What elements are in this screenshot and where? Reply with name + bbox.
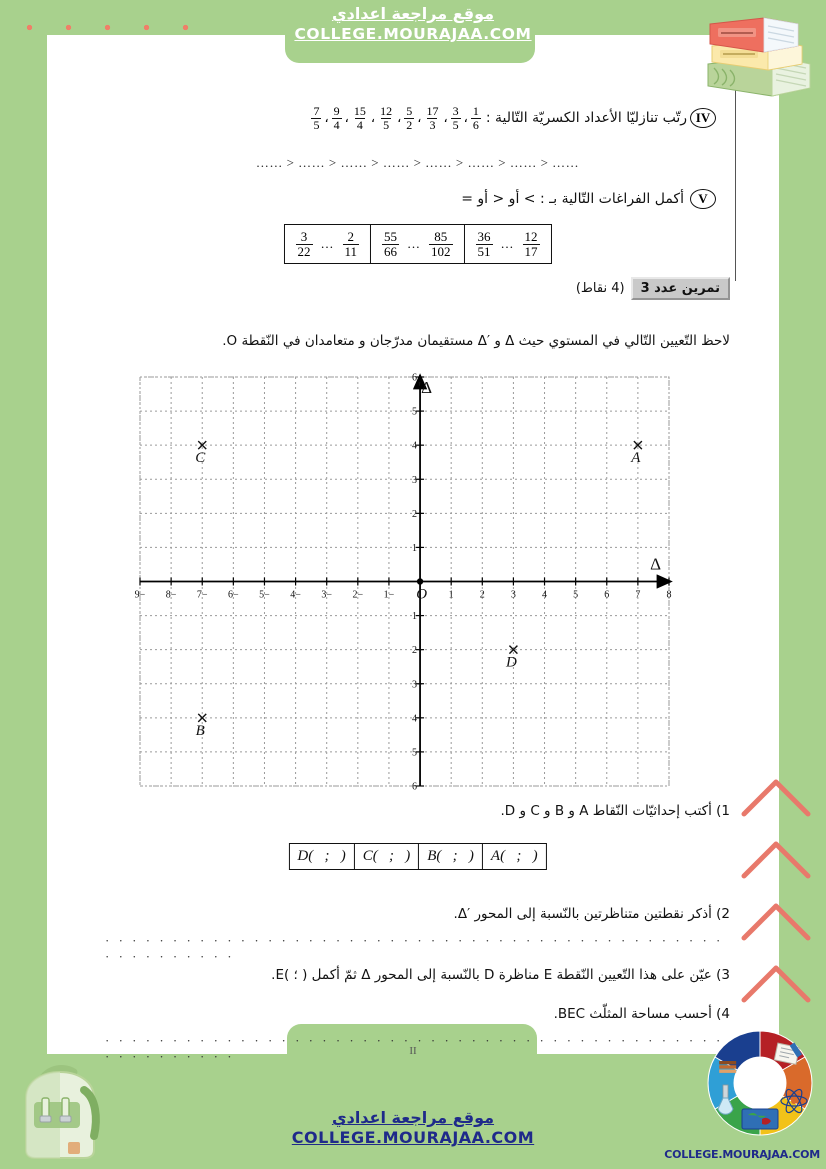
fraction: [295, 230, 312, 258]
x-tick-label: −5: [259, 589, 270, 601]
fraction: [476, 230, 493, 258]
exercise-iv-prompt: رتّب تنازليّا الأعداد الكسريّة التّالية :: [485, 110, 687, 127]
worksheet-content: [105, 81, 730, 1076]
fraction-denominator: 17: [524, 243, 538, 259]
fraction-separator: ،: [370, 110, 376, 126]
fraction: [471, 105, 481, 131]
y-tick-label: 5: [412, 406, 418, 418]
exercise-iv-row: [309, 105, 716, 131]
y-tick-label: −3: [412, 679, 423, 691]
fraction: [342, 230, 359, 258]
fraction-numerator: 2: [347, 229, 354, 244]
fraction: [451, 105, 461, 131]
page-number: II: [409, 1045, 417, 1057]
coordinate-answer-cell[interactable]: D( ; ): [297, 848, 346, 864]
question-1: [105, 803, 730, 819]
fraction-numerator: 12: [380, 104, 393, 118]
x-tick-label: −4: [290, 589, 301, 601]
origin-point: [417, 578, 423, 584]
footer-brand-arabic: موقع مراجعة اعدادي: [331, 1108, 495, 1127]
y-tick-label: 2: [412, 508, 418, 520]
fraction: [404, 105, 414, 131]
y-tick-label: 3: [412, 474, 418, 486]
y-tick-label: −5: [412, 747, 423, 759]
fraction-separator: ،: [463, 110, 468, 126]
fraction-denominator: 51: [477, 243, 491, 259]
fraction: [352, 105, 368, 131]
fraction-numerator: 9: [333, 104, 340, 118]
fraction-numerator: 1: [472, 104, 479, 118]
y-tick-label: −4: [412, 713, 423, 725]
site-logo-wheel: [698, 1025, 822, 1141]
coordinate-plane-figure: [132, 369, 677, 794]
fraction: [382, 230, 399, 258]
x-tick-label: 6: [604, 589, 610, 601]
backpack-illustration: [10, 1058, 118, 1163]
exercise-3-intro: لاحظ التّعيين التّالي في المستوي حيث Δ و ′Δ مستقيمان مدرّجان و متعامدان في النّقطة O.: [222, 333, 730, 349]
comparison-cell[interactable]: [464, 225, 551, 263]
exercise-iv-number: IV: [690, 108, 716, 128]
header-brand-arabic: موقع مراجعة اعدادي: [331, 4, 495, 23]
answer-dotted-line-2[interactable]: · · · · · · · · · · · · · · · · · · · · · · · · · · · · · · · · · · · · · · · · · · · · · · · · · · · · · · · ·: [105, 1033, 724, 1064]
header-brand-url[interactable]: COLLEGE.MOURAJAA.COM: [294, 25, 532, 43]
logo-caption: COLLEGE.MOURAJAA.COM: [664, 1148, 820, 1161]
question-1-number: 1): [716, 803, 730, 819]
point-label: C: [195, 450, 206, 467]
fraction-numerator: 3: [300, 229, 308, 244]
fraction-denominator: 5: [313, 117, 320, 132]
fraction-separator: ،: [397, 110, 402, 126]
x-tick-label: 2: [479, 589, 485, 601]
x-tick-label: 3: [510, 589, 516, 601]
x-tick-label: −1: [383, 589, 395, 601]
fraction-comparison-table[interactable]: [283, 224, 551, 264]
question-3: [105, 967, 730, 983]
books-stack-illustration: [698, 6, 818, 98]
fraction-denominator: 102: [431, 243, 451, 259]
coordinate-answer-cell[interactable]: A( ; ): [482, 844, 546, 869]
fraction-separator: ،: [324, 110, 329, 126]
fraction: [311, 105, 321, 131]
fraction-denominator: 2: [406, 117, 413, 132]
question-4-text: أحسب مساحة المثلّث BEC.: [553, 1006, 712, 1022]
y-tick-label: −2: [412, 645, 423, 657]
question-2: [105, 906, 730, 922]
fraction-denominator: 6: [472, 117, 479, 132]
fraction-denominator: 4: [356, 117, 363, 132]
x-tick-label: 1: [448, 589, 454, 601]
point-label: B: [195, 722, 205, 739]
left-green-border: [0, 0, 48, 1169]
question-2-text: أذكر نقطتين متناظرتين بالنّسبة إلى المحور ′Δ.: [453, 906, 712, 922]
fraction: [424, 105, 440, 131]
fraction-numerator: 36: [477, 229, 491, 244]
x-tick-label: 5: [573, 589, 579, 601]
y-tick-label: 1: [412, 542, 418, 554]
x-tick-label: 8: [666, 589, 672, 601]
fraction-denominator: 11: [344, 243, 358, 259]
fraction-numerator: 17: [426, 104, 439, 118]
coordinate-answer-cell[interactable]: C( ; ): [354, 844, 419, 869]
question-4-number: 4): [716, 1006, 730, 1022]
x-tick-label: −6: [228, 589, 239, 601]
coordinates-answer-table[interactable]: [288, 843, 546, 870]
comparison-cell[interactable]: [370, 225, 464, 263]
coordinate-answer-cell[interactable]: B( ; ): [418, 844, 482, 869]
origin-label: O: [416, 586, 428, 603]
x-tick-label: −9: [134, 589, 146, 601]
exercise-iv-fraction-list: [309, 105, 482, 131]
y-tick-label: 4: [412, 440, 418, 452]
fraction-denominator: 22: [297, 243, 311, 259]
fraction-separator: ،: [344, 110, 349, 126]
question-3-number: 3): [716, 967, 730, 983]
answer-dotted-line-1[interactable]: · · · · · · · · · · · · · · · · · · · · · · · · · · · · · · · · · · · · · · · · · · · · · · · · · · · · · · · ·: [105, 933, 724, 964]
fraction-denominator: 66: [384, 243, 398, 259]
comparison-blank[interactable]: …: [500, 236, 515, 252]
question-3-text: عيّن على هذا التّعيين النّقطة E مناظرة D بالنّسبة إلى المحور Δ ثمّ أكمل ( ؛ )E.: [271, 967, 712, 983]
fraction: [332, 105, 342, 131]
y-tick-label: −1: [412, 611, 423, 623]
x-tick-label: 4: [542, 589, 548, 601]
x-tick-label: −2: [352, 589, 364, 601]
exercise-3-points: (4 نقاط): [575, 281, 625, 296]
fraction-numerator: 12: [524, 229, 538, 244]
y-tick-label: 6: [412, 372, 418, 384]
y-tick-label: −6: [412, 781, 423, 793]
question-1-text: أكتب إحداثيّات النّقاط A و B و C و D.: [500, 803, 712, 819]
fraction-denominator: 4: [333, 117, 340, 132]
fraction: [523, 230, 540, 258]
point-label: A: [631, 450, 641, 467]
coordinate-plane-svg: [132, 369, 677, 794]
comparison-blank[interactable]: …: [320, 236, 335, 252]
exercise-v-prompt: أكمل الفراغات التّالية بـ : > أو < أو =: [461, 191, 684, 207]
exercise-3-badge: تمرين عدد 3: [631, 277, 730, 300]
margin-rule: [735, 81, 736, 281]
comparison-blank[interactable]: …: [407, 236, 422, 252]
fraction: [429, 230, 453, 258]
fraction: [378, 105, 394, 131]
fraction-denominator: 5: [452, 117, 459, 132]
x-axis-label: Δ: [650, 554, 661, 574]
y-axis-label: Δ': [418, 378, 433, 397]
chevron-decoration: [736, 770, 816, 1020]
fraction-numerator: 85: [434, 229, 448, 244]
x-tick-label: −7: [196, 589, 208, 601]
fraction-numerator: 3: [452, 104, 459, 118]
exercise-v-row: [461, 189, 716, 209]
question-4: [105, 1006, 730, 1022]
fraction-numerator: 7: [313, 104, 320, 118]
fraction-numerator: 5: [406, 104, 413, 118]
fraction-separator: ،: [443, 110, 448, 126]
x-tick-label: −3: [321, 589, 333, 601]
x-tick-label: −8: [165, 589, 177, 601]
exercise-v-number: V: [690, 189, 716, 209]
fraction-separator: ،: [417, 110, 422, 126]
fraction-denominator: 3: [429, 117, 436, 132]
exercise-iv-answer-blanks[interactable]: …… > …… > …… > …… > …… > …… > …… > ……: [255, 155, 580, 170]
comparison-cell[interactable]: [284, 225, 370, 263]
footer-brand-url[interactable]: COLLEGE.MOURAJAA.COM: [291, 1128, 535, 1147]
x-tick-label: 7: [635, 589, 641, 601]
question-2-number: 2): [716, 906, 730, 922]
worksheet-page: [47, 35, 779, 1064]
fraction-numerator: 55: [384, 229, 398, 244]
point-label: D: [505, 654, 517, 671]
fraction-numerator: 15: [353, 104, 366, 118]
fraction-denominator: 5: [383, 117, 390, 132]
exercise-3-header: [576, 277, 730, 300]
